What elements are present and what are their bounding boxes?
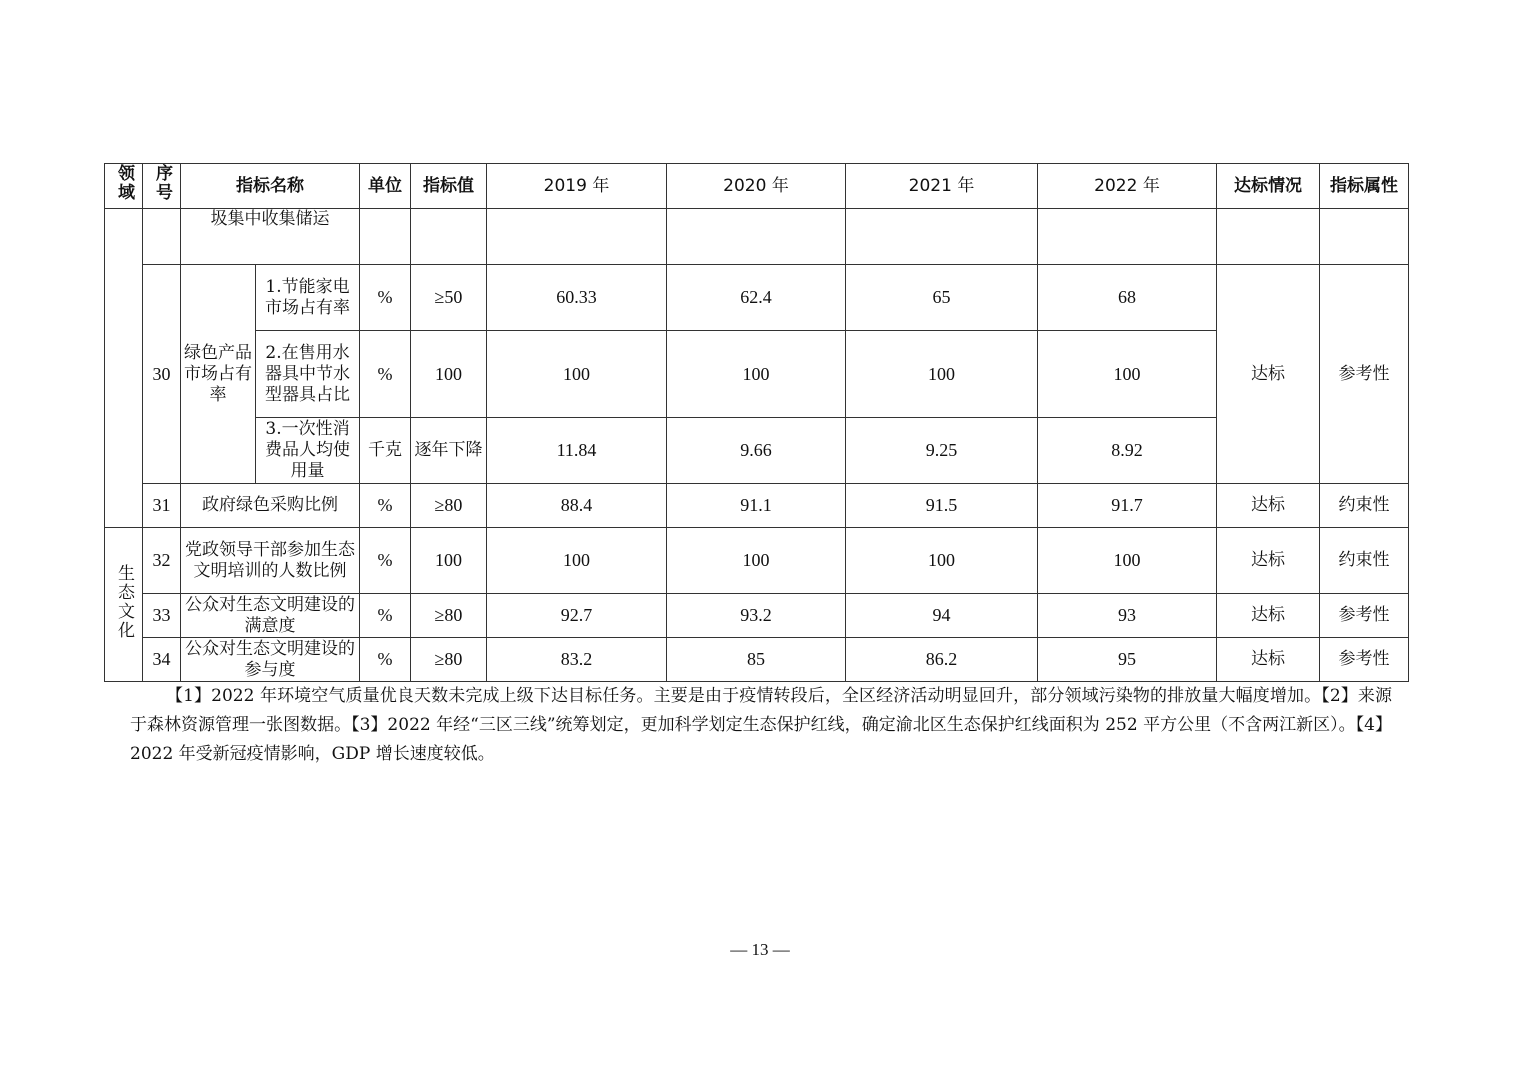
indicator-name: 圾集中收集储运 (181, 209, 360, 265)
value-2021: 94 (846, 594, 1038, 638)
value-2019: 88.4 (487, 484, 667, 528)
value-2019: 11.84 (487, 418, 667, 484)
header-2021: 2021 年 (846, 164, 1038, 209)
sub-indicator-name: 1.节能家电市场占有率 (256, 265, 360, 331)
header-row (105, 164, 1409, 209)
value-2019: 83.2 (487, 638, 667, 682)
attr-cell: 参考性 (1320, 638, 1409, 682)
table-row (105, 265, 1409, 331)
unit-cell: % (360, 265, 411, 331)
header-2019: 2019 年 (487, 164, 667, 209)
seq-cell: 32 (143, 528, 181, 594)
unit-cell: % (360, 638, 411, 682)
seq-cell: 30 (143, 265, 181, 484)
table-row (105, 638, 1409, 682)
indicator-name: 党政领导干部参加生态文明培训的人数比例 (181, 528, 360, 594)
table-row (105, 484, 1409, 528)
value-2021: 65 (846, 265, 1038, 331)
unit-cell: % (360, 528, 411, 594)
value-2020: 9.66 (667, 418, 846, 484)
target-cell: 100 (411, 331, 487, 418)
value-2019: 60.33 (487, 265, 667, 331)
table-row (105, 418, 1409, 484)
status-cell: 达标 (1217, 528, 1320, 594)
unit-cell: % (360, 331, 411, 418)
value-2021: 100 (846, 528, 1038, 594)
header-2020: 2020 年 (667, 164, 846, 209)
value-2020: 85 (667, 638, 846, 682)
header-attr: 指标属性 (1320, 164, 1409, 209)
value-2020: 93.2 (667, 594, 846, 638)
indicator-name: 公众对生态文明建设的参与度 (181, 638, 360, 682)
table-row (105, 528, 1409, 594)
header-unit: 单位 (360, 164, 411, 209)
unit-cell: % (360, 594, 411, 638)
field-cell-empty (105, 209, 143, 528)
indicator-name: 政府绿色采购比例 (181, 484, 360, 528)
table-row (105, 209, 1409, 265)
attr-cell: 约束性 (1320, 528, 1409, 594)
status-cell: 达标 (1217, 594, 1320, 638)
sub-indicator-name: 3.一次性消费品人均使用量 (256, 418, 360, 484)
indicator-group-name: 绿色产品市场占有率 (181, 265, 256, 484)
field-cell-culture: 生态文化 (105, 528, 143, 682)
sub-indicator-name: 2.在售用水器具中节水型器具占比 (256, 331, 360, 418)
target-cell: ≥80 (411, 638, 487, 682)
value-2019: 100 (487, 528, 667, 594)
value-2022: 91.7 (1038, 484, 1217, 528)
indicator-table (104, 163, 1409, 682)
value-2019: 92.7 (487, 594, 667, 638)
header-target: 指标值 (411, 164, 487, 209)
target-cell: 100 (411, 528, 487, 594)
status-cell: 达标 (1217, 484, 1320, 528)
table-row (105, 594, 1409, 638)
header-seq: 序号 (143, 164, 181, 209)
target-cell: ≥80 (411, 484, 487, 528)
value-2020: 62.4 (667, 265, 846, 331)
seq-cell (143, 209, 181, 265)
value-2022: 68 (1038, 265, 1217, 331)
value-2022: 100 (1038, 528, 1217, 594)
value-2021: 9.25 (846, 418, 1038, 484)
target-cell: ≥80 (411, 594, 487, 638)
target-cell: ≥50 (411, 265, 487, 331)
seq-cell: 31 (143, 484, 181, 528)
value-2019: 100 (487, 331, 667, 418)
value-2022: 95 (1038, 638, 1217, 682)
status-cell: 达标 (1217, 265, 1320, 484)
header-2022: 2022 年 (1038, 164, 1217, 209)
table-row (105, 331, 1409, 418)
value-2021: 91.5 (846, 484, 1038, 528)
value-2021: 86.2 (846, 638, 1038, 682)
attr-cell: 参考性 (1320, 594, 1409, 638)
value-2020: 91.1 (667, 484, 846, 528)
seq-cell: 34 (143, 638, 181, 682)
seq-cell: 33 (143, 594, 181, 638)
value-2022: 8.92 (1038, 418, 1217, 484)
footnotes: 【1】2022 年环境空气质量优良天数未完成上级下达目标任务。主要是由于疫情转段后，全区经济活动明显回升，部分领域污染物的排放量大幅度增加。【2】来源于森林资源管理一张图数据。【3】2022 年经“三区三线”统筹划定，更加科学划定生态保护红线，确定渝北区生态保护红线面积为 252 平方公里（不含两江新区）。【4】2022 年受新冠疫情影响，GDP 增长速度较低。 (130, 686, 1392, 764)
value-2020: 100 (667, 528, 846, 594)
value-2022: 100 (1038, 331, 1217, 418)
attr-cell: 约束性 (1320, 484, 1409, 528)
target-cell: 逐年下降 (411, 418, 487, 484)
attr-cell: 参考性 (1320, 265, 1409, 484)
indicator-name: 公众对生态文明建设的满意度 (181, 594, 360, 638)
page-number: — 13 — (730, 940, 790, 959)
value-2020: 100 (667, 331, 846, 418)
status-cell: 达标 (1217, 638, 1320, 682)
header-name: 指标名称 (181, 164, 360, 209)
value-2022: 93 (1038, 594, 1217, 638)
header-field: 领域 (105, 164, 143, 209)
unit-cell: % (360, 484, 411, 528)
header-status: 达标情况 (1217, 164, 1320, 209)
unit-cell: 千克 (360, 418, 411, 484)
value-2021: 100 (846, 331, 1038, 418)
